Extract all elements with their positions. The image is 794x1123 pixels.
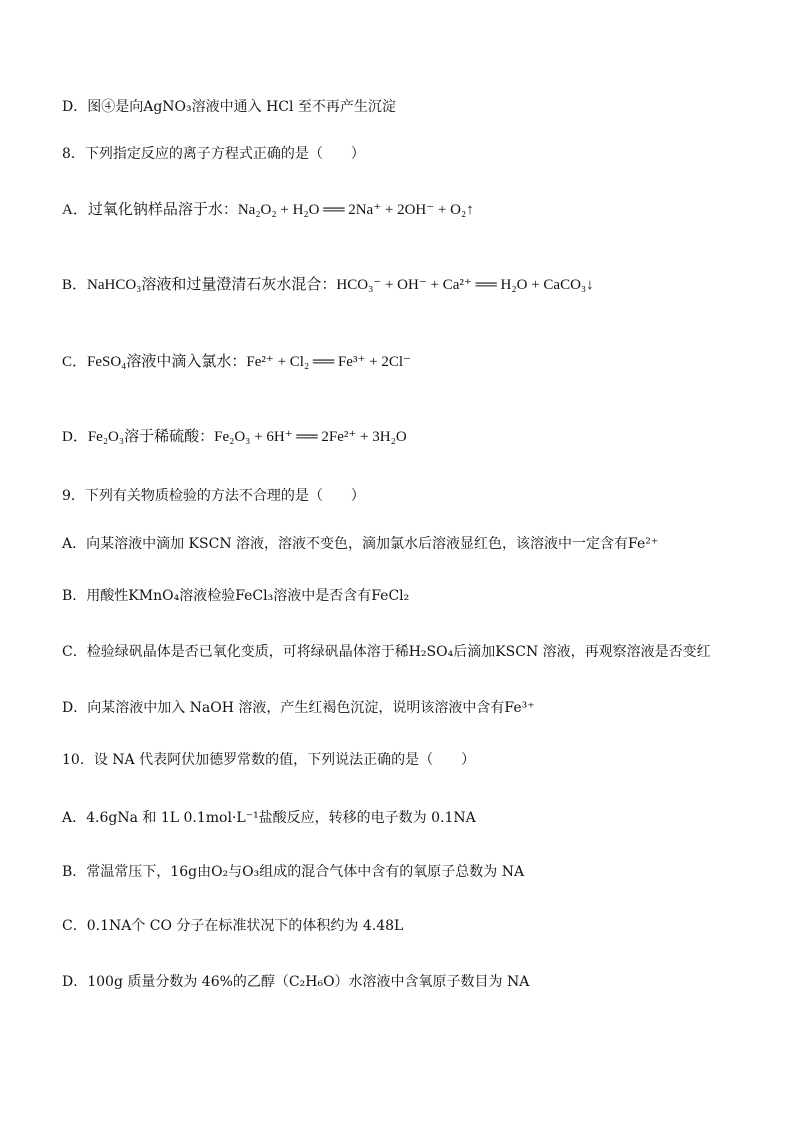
option-8a: A．过氧化钠样品溶于水：Na₂O₂ + H₂O ══ 2Na⁺ + 2OH⁻ + O₂↑ — [62, 202, 474, 218]
question-9-stem: 9．下列有关物质检验的方法不合理的是（ ） — [62, 488, 365, 504]
option-7d: D．图④是向AgNO₃溶液中通入 HCl 至不再产生沉淀 — [62, 99, 396, 115]
option-8c: C．FeSO₄溶液中滴入氯水：Fe²⁺ + Cl₂ ══ Fe³⁺ + 2Cl⁻ — [62, 354, 411, 370]
question-10-stem: 10．设 NA 代表阿伏加德罗常数的值，下列说法正确的是（ ） — [62, 752, 476, 768]
option-8d: D．Fe₂O₃溶于稀硫酸：Fe₂O₃ + 6H⁺ ══ 2Fe²⁺ + 3H₂O — [62, 429, 407, 445]
option-10a: A．4.6gNa 和 1L 0.1mol·L⁻¹盐酸反应，转移的电子数为 0.1NA — [62, 810, 476, 826]
option-10b: B．常温常压下，16g由O₂与O₃组成的混合气体中含有的氧原子总数为 NA — [62, 864, 525, 880]
option-9b: B．用酸性KMnO₄溶液检验FeCl₃溶液中是否含有FeCl₂ — [62, 588, 410, 604]
option-10c: C．0.1NA个 CO 分子在标准状况下的体积约为 4.48L — [62, 918, 404, 934]
option-9c: C．检验绿矾晶体是否已氧化变质，可将绿矾晶体溶于稀H₂SO₄后滴加KSCN 溶液，再观察溶液是否变红 — [62, 644, 711, 660]
option-8b: B．NaHCO₃溶液和过量澄清石灰水混合：HCO₃⁻ + OH⁻ + Ca²⁺ ══ H₂O + CaCO₃↓ — [62, 277, 594, 293]
question-8-stem: 8．下列指定反应的离子方程式正确的是（ ） — [62, 146, 365, 162]
option-9a: A．向某溶液中滴加 KSCN 溶液，溶液不变色，滴加氯水后溶液显红色，该溶液中一定含有Fe²⁺ — [62, 536, 659, 552]
option-10d: D．100g 质量分数为 46%的乙醇（C₂H₆O）水溶液中含氧原子数目为 NA — [62, 974, 530, 990]
option-9d: D．向某溶液中加入 NaOH 溶液，产生红褐色沉淀，说明该溶液中含有Fe³⁺ — [62, 700, 535, 716]
